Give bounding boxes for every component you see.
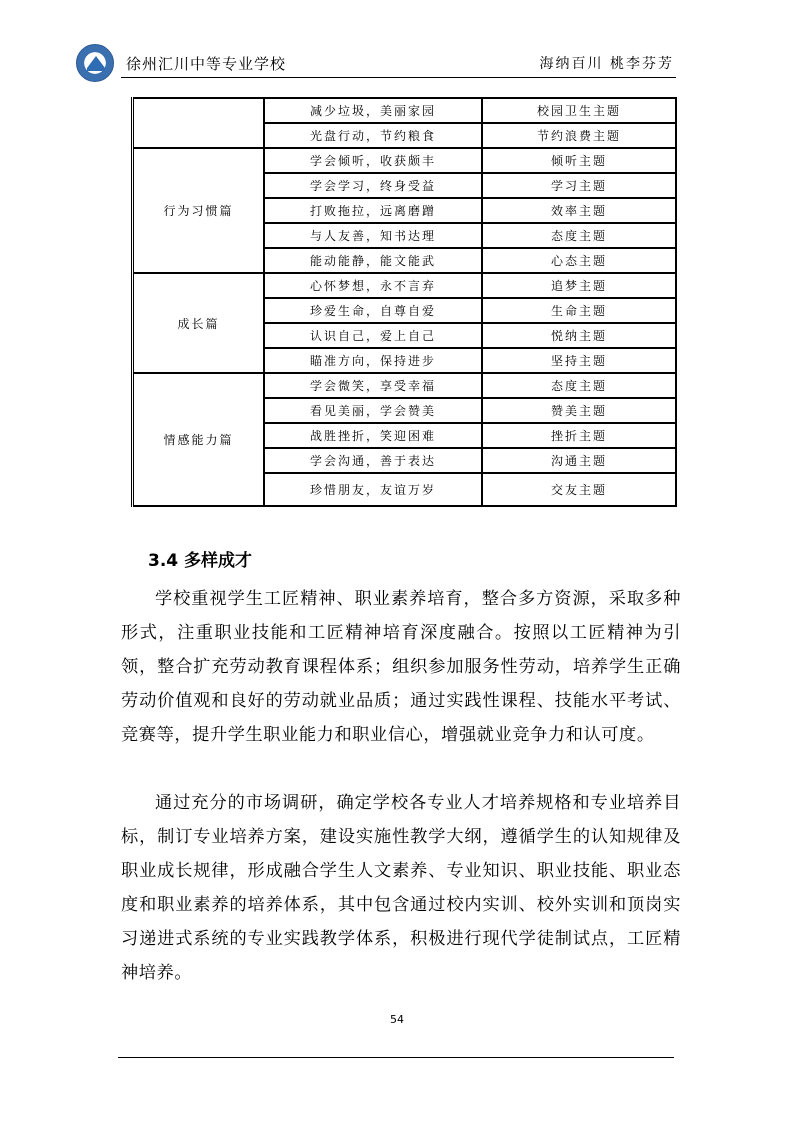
slogan-cell: 珍惜朋友，友谊万岁 xyxy=(264,473,482,506)
theme-cell: 校园卫生主题 xyxy=(482,98,676,123)
slogan-cell: 瞄准方向，保持进步 xyxy=(264,348,482,373)
school-name: 徐州汇川中等专业学校 xyxy=(126,55,287,73)
slogan-cell: 心怀梦想，永不言弃 xyxy=(264,273,482,298)
school-emblem-icon xyxy=(76,44,114,82)
table-row xyxy=(133,98,677,123)
slogan-cell: 学会沟通，善于表达 xyxy=(264,448,482,473)
theme-table xyxy=(131,97,677,507)
slogan-cell: 打败拖拉，远离磨蹭 xyxy=(264,198,482,223)
theme-cell: 节约浪费主题 xyxy=(482,123,676,148)
category-cell xyxy=(133,98,265,148)
theme-cell: 赞美主题 xyxy=(482,398,676,423)
theme-cell: 效率主题 xyxy=(482,198,676,223)
slogan-cell: 学会学习，终身受益 xyxy=(264,173,482,198)
mountain-icon xyxy=(87,56,105,68)
slogan-cell: 认识自己，爱上自己 xyxy=(264,323,482,348)
footer-divider xyxy=(118,1057,674,1058)
table-row xyxy=(133,148,677,173)
theme-cell: 追梦主题 xyxy=(482,273,676,298)
theme-cell: 态度主题 xyxy=(482,373,676,398)
slogan-cell: 光盘行动，节约粮食 xyxy=(264,123,482,148)
table-row xyxy=(133,273,677,298)
theme-cell: 悦纳主题 xyxy=(482,323,676,348)
slogan-cell: 与人友善，知书达理 xyxy=(264,223,482,248)
category-cell: 情感能力篇 xyxy=(133,373,265,506)
theme-cell: 沟通主题 xyxy=(482,448,676,473)
slogan-cell: 珍爱生命，自尊自爱 xyxy=(264,298,482,323)
category-cell: 行为习惯篇 xyxy=(133,148,265,273)
theme-cell: 交友主题 xyxy=(482,473,676,506)
header-divider xyxy=(121,77,676,78)
paragraph: 学校重视学生工匠精神、职业素养培育，整合多方资源，采取多种形式，注重职业技能和工匠精神培育深度融合。按照以工匠精神为引领，整合扩充劳动教育课程体系；组织参加服务性劳动，培养学生正确劳动价值观和良好的劳动就业品质；通过实践性课程、技能水平考试、竞赛等，提升学生职业能力和职业信心，增强就业竞争力和认可度。 xyxy=(121,589,681,745)
theme-cell: 坚持主题 xyxy=(482,348,676,373)
emblem-band xyxy=(87,68,105,71)
page-number: 54 xyxy=(390,1013,404,1026)
slogan-cell: 减少垃圾，美丽家园 xyxy=(264,98,482,123)
paragraph: 通过充分的市场调研，确定学校各专业人才培养规格和专业培养目标，制订专业培养方案，建设实施性教学大纲，遵循学生的认知规律及职业成长规律，形成融合学生人文素养、专业知识、职业技能、职业态度和职业素养的培养体系，其中包含通过校内实训、校外实训和顶岗实习递进式系统的专业实践教学体系，积极进行现代学徒制试点，工匠精神培养。 xyxy=(121,793,681,983)
category-cell: 成长篇 xyxy=(133,273,265,373)
section-title: 3.4 多样成才 xyxy=(148,551,253,571)
slogan-cell: 看见美丽，学会赞美 xyxy=(264,398,482,423)
theme-cell: 态度主题 xyxy=(482,223,676,248)
theme-cell: 学习主题 xyxy=(482,173,676,198)
theme-cell: 倾听主题 xyxy=(482,148,676,173)
page-header xyxy=(74,40,676,84)
slogan-cell: 战胜挫折，笑迎困难 xyxy=(264,423,482,448)
slogan-cell: 能动能静，能文能武 xyxy=(264,248,482,273)
school-motto: 海纳百川 桃李芬芳 xyxy=(539,56,674,72)
theme-cell: 心态主题 xyxy=(482,248,676,273)
table-row xyxy=(133,373,677,398)
slogan-cell: 学会倾听，收获颇丰 xyxy=(264,148,482,173)
slogan-cell: 学会微笑，享受幸福 xyxy=(264,373,482,398)
theme-cell: 挫折主题 xyxy=(482,423,676,448)
theme-cell: 生命主题 xyxy=(482,298,676,323)
